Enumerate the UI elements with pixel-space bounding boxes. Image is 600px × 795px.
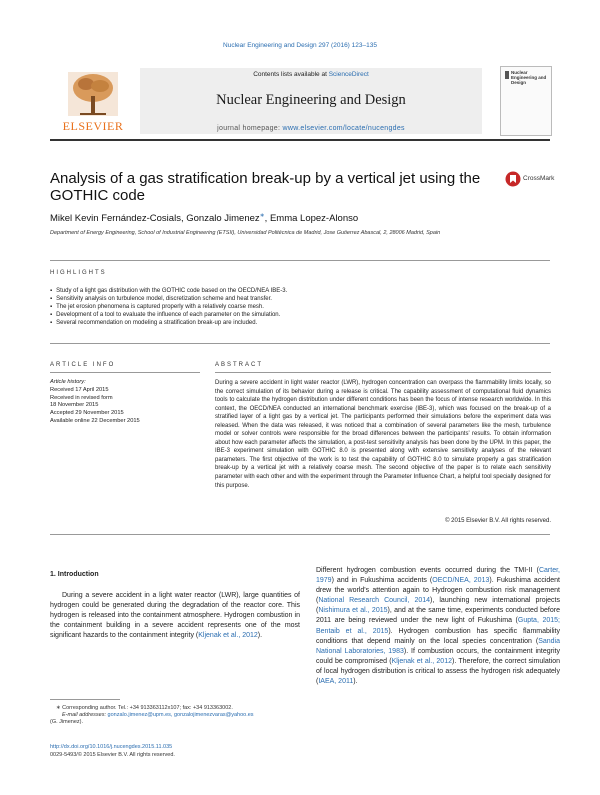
article-title: Analysis of a gas stratification break-up by a vertical jet using the GOTHIC code xyxy=(50,170,481,204)
author-name: Mikel Kevin Fernández-Cosials xyxy=(50,213,181,225)
paragraph-text: ). Therefore, the correct simulation of local hydrogen distribution is critical to assess the hydrogen risk adequately ( xyxy=(316,657,561,686)
article-info-rule xyxy=(50,372,200,373)
history-line: Received 17 April 2015 xyxy=(50,386,109,393)
introduction-paragraph xyxy=(50,591,300,641)
right-column-text xyxy=(316,566,560,687)
journal-homepage-line xyxy=(140,125,482,132)
corresponding-author-note: ∗ Corresponding author. Tel.: +34 913363112x107; fax: +34 913363002. xyxy=(56,705,233,711)
citation-link[interactable]: OECD/NEA, 2013 xyxy=(432,577,490,585)
abstract-heading: ABSTRACT xyxy=(215,362,264,368)
paragraph-text: ). If combustion occurs, the containment integrity could be compromised ( xyxy=(316,647,560,665)
article-history xyxy=(50,379,200,426)
elsevier-tree-icon xyxy=(50,68,136,120)
highlight-item: ▪ Sensitivity analysis on turbulence model, discretization scheme and heat transfer. xyxy=(50,295,550,303)
author-list xyxy=(50,212,358,224)
author-affiliation: Department of Energy Engineering, School of Industrial Engineering (ETSII), Universidad Politécnica de Madrid, Jose Gutierrez Abascal, 2, 28006 Madrid, Spain xyxy=(50,230,441,236)
email-line xyxy=(50,712,300,719)
introduction-column xyxy=(50,570,300,642)
citation-link[interactable]: Sandia National Laboratories, 1983 xyxy=(316,637,560,655)
citation-link[interactable]: Nishimura et al., 2015 xyxy=(318,607,388,615)
history-line: Received in revised form xyxy=(50,394,113,401)
author-name: Gonzalo Jimenez xyxy=(186,213,260,225)
author-separator: , xyxy=(180,213,187,225)
doi-block xyxy=(50,744,300,759)
corresponding-author-mark[interactable]: ∗ xyxy=(259,213,265,219)
paragraph-text: ). xyxy=(257,632,263,640)
contents-line xyxy=(140,71,482,78)
abstract-divider xyxy=(50,534,550,535)
paragraph-text: Different hydrogen combustion events occurred during the TMI-II ( xyxy=(316,567,539,574)
footnote-rule xyxy=(50,699,120,700)
paragraph-text: During a severe accident in a light water reactor (LWR), large quantities of hydrogen could be generated during the degradation of the reactor core. This hydrogen is released into the containment atmosphere. Hydrogen combustion in the containment building in a severe accident represents one of the most significant hazards to the containment integrity ( xyxy=(50,592,300,640)
contents-prefix: Contents lists available at xyxy=(253,71,329,78)
email-owner: (G. Jimenez). xyxy=(50,719,84,726)
elsevier-logo[interactable] xyxy=(50,68,136,134)
header-divider xyxy=(50,139,550,141)
abstract-text: During a severe accident in light water reactor (LWR), hydrogen concentration can overpass the flammability limits locally, so the correct simulation of its behavior during a release is critical. The capability assessment of computational fluid dynamics tools to calculate the hydrogen distribution under different conditions has been the focus of intense research worldwide. In this context, the OECD/NEA conducted an international benchmark exercise (IBE-3), which was focused on the break-up of a stratified layer of a light gas by a vertical jet. The participants performed their simulations before the experiment data was released. When the data was released, it was noticed that a combination of several parameters like the mesh, turbulence model or solver controls were responsible for the broad differences between the participants' results. To obtain information about how each parameter affects the simulation, a post-test sensitivity analysis has been done by the UPM. In this paper, the IBE-3 experiment simulation with GOTHIC 8.0 is presented along with extensive sensitivity analyses of the relevant parameters. The first objective of the work is to test the capability of GOTHIC 8.0 to simulate properly a gas stratification break-up by a vertical jet with a relatively coarse mesh. The second objective of the paper is to relate each sensitivity parameter with each other and with the experiment through the Parameter Influence Chart, a helpful tool specially designed for this purpose. xyxy=(215,380,551,489)
paragraph-text: ). xyxy=(353,678,358,686)
email-label: E-mail addresses: xyxy=(62,712,108,719)
highlight-item: ▪ Several recommendation on modeling a stratification break-up are included. xyxy=(50,319,550,327)
citation-link[interactable]: Gupta, 2015; Bentaib et al., 2015 xyxy=(316,617,560,635)
paragraph-text: ). Fukushima accident drew the world's attention again to Hydrogen combustion risk management ( xyxy=(316,577,560,605)
cover-logo-icon xyxy=(505,71,509,79)
abstract-rule xyxy=(215,372,551,373)
doi-link[interactable]: http://dx.doi.org/10.1016/j.nucengdes.2015.11.035 xyxy=(50,744,173,750)
paragraph-text: ) and in Fukushima accidents ( xyxy=(331,577,433,585)
sciencedirect-link[interactable]: ScienceDirect xyxy=(328,71,369,78)
citation-link[interactable]: Kljenak et al., 2012 xyxy=(198,632,258,640)
citation-link[interactable]: IAEA, 2011 xyxy=(318,678,354,686)
paragraph-text: ). Hydrogen combustion has specific flammability conditions that depend mainly on the local species concentration ( xyxy=(316,627,561,645)
paragraph-text: ), and at the same time, experiments conducted before 2011 are being reviewed under the new light of Fukushima ( xyxy=(316,607,560,625)
history-line: Accepted 29 November 2015 xyxy=(50,410,124,417)
introduction-heading: 1. Introduction xyxy=(50,571,99,578)
journal-homepage-link[interactable]: www.elsevier.com/locate/nucengdes xyxy=(282,125,405,132)
history-label: Article history: xyxy=(50,379,86,385)
email-links[interactable]: gonzalo.jimenez@upm.es, gonzalojimenezvaras@yahoo.es xyxy=(107,712,254,719)
body-paragraph xyxy=(316,566,560,687)
highlight-item: ▪ Study of a light gas distribution with the GOTHIC code based on the OECD/NEA IBE-3. xyxy=(50,287,550,295)
highlights-divider xyxy=(50,343,550,344)
homepage-prefix: journal homepage: xyxy=(217,125,283,132)
highlight-item: ▪ The jet erosion phenomena is captured properly with a relatively coarse mesh. xyxy=(50,303,550,311)
footnote xyxy=(50,705,300,727)
history-line: 18 November 2015 xyxy=(50,402,99,409)
crossmark-button[interactable] xyxy=(505,171,555,187)
author-separator: , xyxy=(264,213,270,225)
citation-link[interactable]: Carter, 1979 xyxy=(316,567,560,585)
cover-title: Nuclear Engineering and Design xyxy=(511,70,547,85)
highlights-list xyxy=(50,287,550,327)
paragraph-text: ), launching new international projects ( xyxy=(316,597,560,615)
highlights-heading: HIGHLIGHTS xyxy=(50,270,107,276)
crossmark-icon xyxy=(505,171,521,187)
issn-line: 0029-5493/© 2015 Elsevier B.V. All rights reserved. xyxy=(50,751,175,758)
affiliation-divider xyxy=(50,260,550,261)
article-info-heading: ARTICLE INFO xyxy=(50,362,116,368)
abstract-copyright: © 2015 Elsevier B.V. All rights reserved. xyxy=(445,518,551,524)
citation-link[interactable]: Kljenak et al., 2012 xyxy=(391,657,452,665)
citation-link[interactable]: National Research Council, 2014 xyxy=(318,597,431,605)
author-name: Emma Lopez-Alonso xyxy=(269,213,359,225)
history-line: Available online 22 December 2015 xyxy=(50,417,140,424)
journal-cover-thumbnail[interactable] xyxy=(500,66,552,136)
crossmark-label: CrossMark xyxy=(523,175,555,182)
publisher-name: ELSEVIER xyxy=(62,119,124,133)
journal-title: Nuclear Engineering and Design xyxy=(216,92,406,108)
journal-reference[interactable]: Nuclear Engineering and Design 297 (2016) 123–135 xyxy=(223,42,377,49)
highlight-item: ▪ Development of a tool to evaluate the influence of each parameter on the simulation. xyxy=(50,311,550,319)
